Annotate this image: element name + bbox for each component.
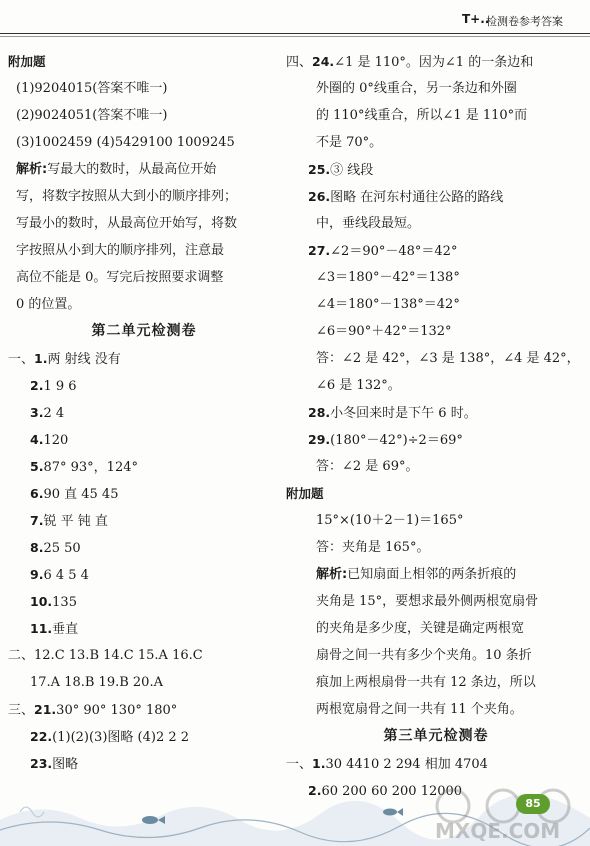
section-prefix: 三、 <box>8 703 35 718</box>
line-text: ∠1 是 110°。因为∠1 的一条边和 <box>334 55 534 70</box>
question-number: 27. <box>308 243 331 258</box>
question-number: 29. <box>308 432 331 447</box>
line-text: 60 200 60 200 12000 <box>321 784 463 799</box>
answer-line <box>286 264 586 291</box>
analysis-label: 解析: <box>316 567 348 582</box>
question-number: 28. <box>308 405 331 420</box>
line-text: 字按照从小到大的顺序排列，注意最 <box>16 243 225 258</box>
answer-line <box>8 372 280 399</box>
line-text: 135 <box>52 595 77 610</box>
answer-line <box>8 264 280 291</box>
answer-line <box>286 210 586 237</box>
line-text: 120 <box>43 433 69 448</box>
line-text: 外圈的 0°线重合，另一条边和外圈 <box>316 81 517 96</box>
answer-line <box>286 183 586 210</box>
line-text: ∠3＝180°－42°＝138° <box>316 270 460 285</box>
question-number: 8. <box>30 540 44 555</box>
answer-line <box>286 318 586 345</box>
line-text: 第三单元检测卷 <box>383 728 489 744</box>
answer-line <box>286 345 586 372</box>
line-text: 的 110°线重合，所以∠1 是 110°而 <box>316 108 528 123</box>
line-text: 痕加上两根扇骨一共有 12 条边，所以 <box>316 675 536 690</box>
unit-title <box>8 318 280 345</box>
answer-line <box>286 129 586 156</box>
question-number: 21. <box>34 702 57 717</box>
answer-line <box>8 588 280 615</box>
answer-line <box>8 210 280 237</box>
question-number: 25. <box>308 162 331 177</box>
answer-line <box>286 507 586 534</box>
page-number-badge: 85 <box>516 794 550 814</box>
line-text: 90 直 45 45 <box>43 487 119 502</box>
answer-line <box>8 453 280 480</box>
line-text: 答：夹角是 165°。 <box>316 540 430 555</box>
line-text: ∠6 是 132°。 <box>316 378 401 393</box>
line-text: (2)9024051(答案不唯一) <box>16 108 168 123</box>
right-column <box>286 48 586 804</box>
answer-line <box>286 48 586 75</box>
line-text: 30° 90° 130° 180° <box>56 703 178 718</box>
answer-line <box>8 102 280 129</box>
analysis-label: 解析: <box>16 162 48 177</box>
question-number: 23. <box>30 756 53 771</box>
question-number: 2. <box>308 783 322 798</box>
line-text: 17.A 18.B 19.B 20.A <box>30 675 163 690</box>
line-text: ③ 线段 <box>330 163 374 178</box>
line-text: 25 50 <box>43 541 81 556</box>
answer-line <box>286 534 586 561</box>
line-text: 写最大的数时，从最高位开始 <box>47 162 217 177</box>
line-text: 12.C 13.B 14.C 15.A 16.C <box>34 648 203 663</box>
answer-line <box>8 615 280 642</box>
answer-line <box>8 129 280 156</box>
answer-line <box>286 696 586 723</box>
answer-line <box>8 750 280 777</box>
answer-line <box>8 696 280 723</box>
answer-line <box>8 237 280 264</box>
line-text: 垂直 <box>52 622 79 637</box>
page-header <box>0 0 590 36</box>
line-text: 锐 平 钝 直 <box>43 514 108 529</box>
answer-line <box>8 345 280 372</box>
answer-line <box>286 642 586 669</box>
question-number: 10. <box>30 594 53 609</box>
section-title <box>286 480 586 507</box>
question-number: 11. <box>30 621 53 636</box>
question-number: 5. <box>30 459 44 474</box>
answer-line <box>8 669 280 696</box>
line-text: 两 射线 没有 <box>47 352 121 367</box>
question-number: 3. <box>30 405 44 420</box>
question-number: 22. <box>30 729 53 744</box>
question-number: 9. <box>30 567 44 582</box>
section-prefix: 一、 <box>286 757 313 772</box>
line-text: 第二单元检测卷 <box>91 323 197 339</box>
line-text: 不是 70°。 <box>316 135 383 150</box>
answer-line <box>8 534 280 561</box>
section-prefix: 二、 <box>8 648 35 663</box>
answer-line <box>286 156 586 183</box>
answer-line <box>286 426 586 453</box>
line-text: 图略 在河东村通往公路的路线 <box>330 190 504 205</box>
answer-line <box>286 75 586 102</box>
question-number: 1. <box>312 756 326 771</box>
answer-line <box>286 102 586 129</box>
header-title: 检测卷参考答案 <box>486 15 563 28</box>
line-text: 6 4 5 4 <box>43 568 89 583</box>
line-text: 2 4 <box>43 406 65 421</box>
answer-line <box>8 480 280 507</box>
answer-line <box>8 291 280 318</box>
answer-line <box>286 453 586 480</box>
line-text: 答：∠2 是 69°。 <box>316 459 419 474</box>
line-text: 夹角是 15°，要想求最外侧两根宽扇骨 <box>316 594 539 609</box>
line-text: (3)1002459 (4)5429100 1009245 <box>16 135 235 150</box>
line-text: ∠4＝180°－138°＝42° <box>316 297 460 312</box>
line-text: 87° 93°，124° <box>43 460 138 475</box>
line-text: ∠2＝90°－48°＝42° <box>330 244 458 259</box>
answer-line <box>8 75 280 102</box>
line-text: 高位不能是 0。写完后按照要求调整 <box>16 270 224 285</box>
answer-line <box>286 669 586 696</box>
answer-line <box>8 426 280 453</box>
line-text: 附加题 <box>8 54 46 69</box>
section-title <box>8 48 280 75</box>
question-number: 2. <box>30 378 44 393</box>
answer-line <box>8 561 280 588</box>
line-text: 0 的位置。 <box>16 297 81 312</box>
answer-line <box>286 291 586 318</box>
answer-line <box>286 561 586 588</box>
line-text: 小冬回来时是下午 6 时。 <box>330 406 477 421</box>
answer-line <box>8 183 280 210</box>
answer-line <box>8 723 280 750</box>
line-text: 中，垂线段最短。 <box>316 216 421 231</box>
answer-line <box>8 156 280 183</box>
line-text: 已知扇面上相邻的两条折痕的 <box>347 567 517 582</box>
watermark-logo <box>425 780 590 846</box>
line-text: 的夹角是多少度，关键是确定两根宽 <box>316 621 525 636</box>
line-text: 附加题 <box>286 486 324 501</box>
line-text: 写，将数字按照从大到小的顺序排列； <box>16 189 238 204</box>
answer-line <box>286 750 586 777</box>
line-text: 30 4410 2 294 相加 4704 <box>325 757 488 772</box>
left-column <box>8 48 280 777</box>
line-text: (1)(2)(3)图略 (4)2 2 2 <box>52 730 190 745</box>
unit-title <box>286 723 586 750</box>
line-text: 两根宽扇骨之间一共有 11 个夹角。 <box>316 702 523 717</box>
brand-logo: T+.. <box>462 12 490 26</box>
line-text: (180°－42°)÷2＝69° <box>330 433 463 448</box>
question-number: 1. <box>34 351 48 366</box>
line-text: 扇骨之间一共有多少个夹角。10 条折 <box>316 648 532 663</box>
line-text: 15°×(10＋2－1)＝165° <box>316 513 464 528</box>
question-number: 26. <box>308 189 331 204</box>
answer-line <box>286 588 586 615</box>
header-rule <box>0 33 590 34</box>
section-prefix: 一、 <box>8 352 35 367</box>
question-number: 6. <box>30 486 44 501</box>
question-number: 4. <box>30 432 44 447</box>
section-prefix: 四、 <box>286 55 313 70</box>
question-number: 24. <box>312 54 335 69</box>
line-text: 1 9 6 <box>43 379 77 394</box>
svg-text:MXQE.COM: MXQE.COM <box>435 819 561 843</box>
question-number: 7. <box>30 513 44 528</box>
answer-line <box>8 399 280 426</box>
answer-line <box>8 642 280 669</box>
line-text: (1)9204015(答案不唯一) <box>16 81 168 96</box>
answer-line <box>286 372 586 399</box>
answer-line <box>286 615 586 642</box>
line-text: 写最小的数时，从最高位开始写，将数 <box>16 216 238 231</box>
line-text: ∠6＝90°＋42°＝132° <box>316 324 452 339</box>
line-text: 图略 <box>52 757 79 772</box>
answer-line <box>8 507 280 534</box>
answer-line <box>286 237 586 264</box>
header-rule-thin <box>0 36 590 37</box>
line-text: 答：∠2 是 42°，∠3 是 138°，∠4 是 42°， <box>316 351 580 366</box>
answer-line <box>286 399 586 426</box>
